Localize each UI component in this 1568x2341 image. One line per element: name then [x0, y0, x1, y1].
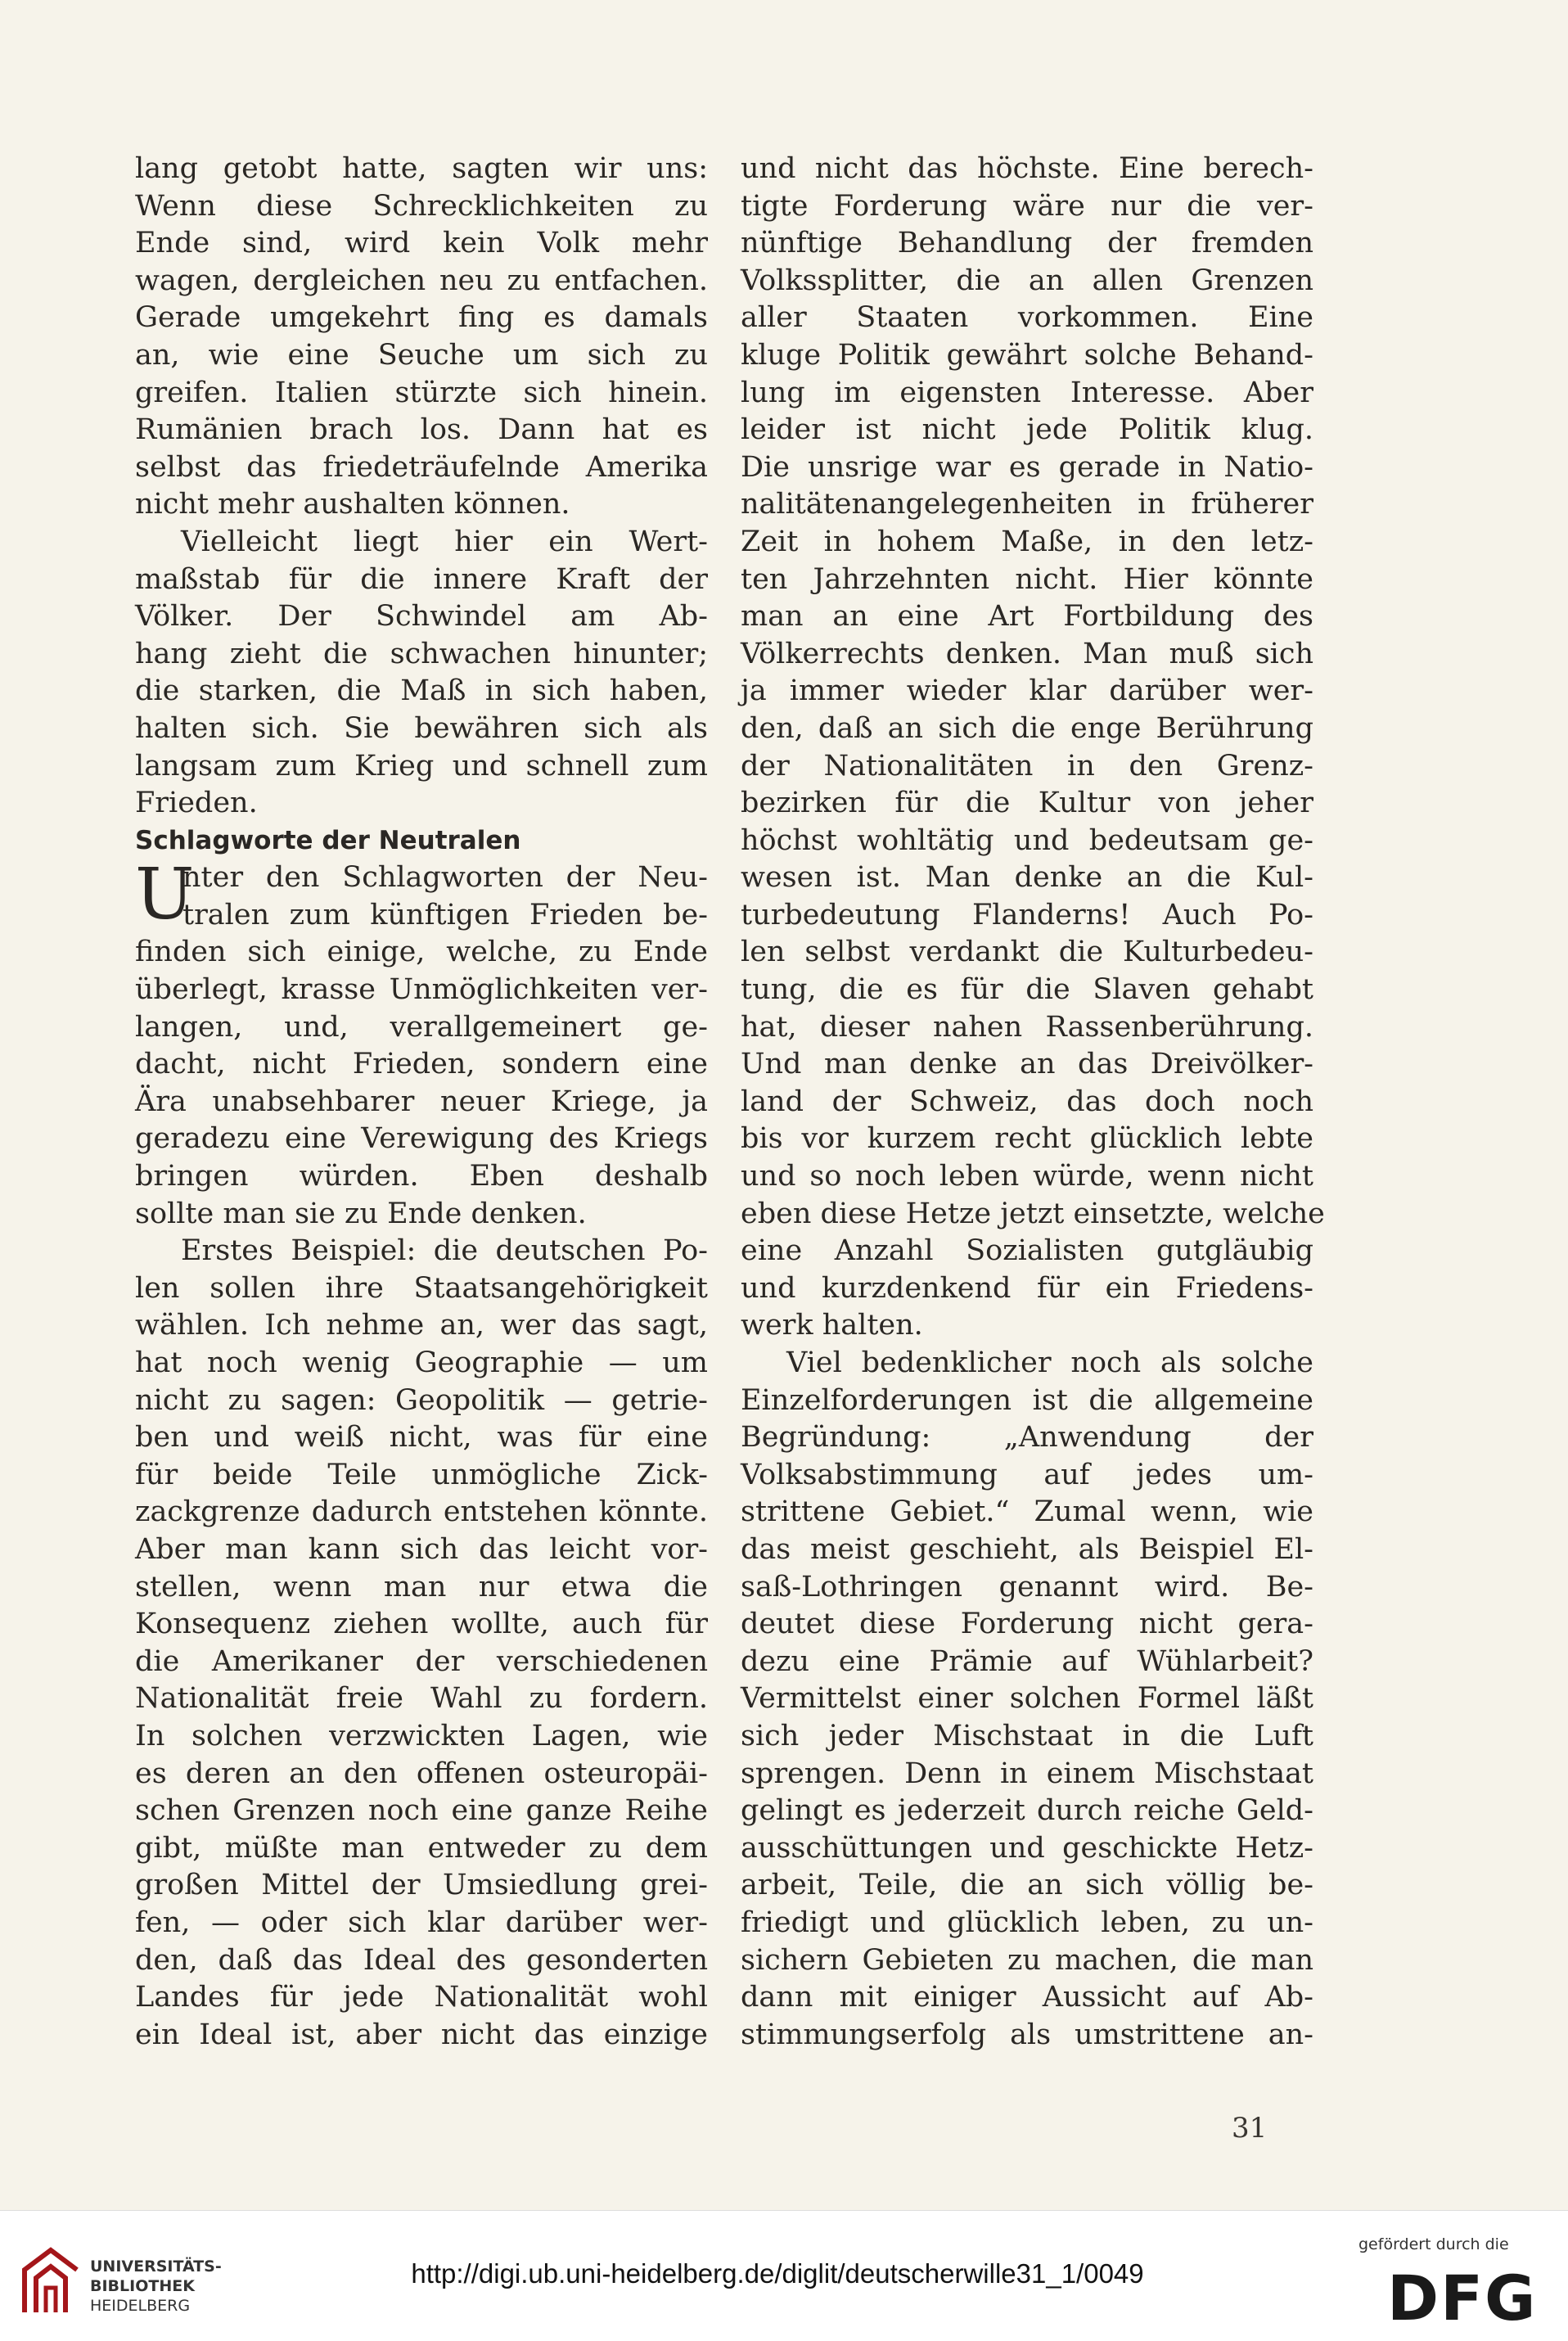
text-line: Nationalität freie Wahl zu fordern.: [135, 1682, 708, 1716]
left-text-column: [135, 151, 708, 2054]
text-line: Gerade umgekehrt fing es damals: [135, 301, 708, 335]
text-line: eben diese Hetze jetzt einsetzte, welche: [741, 1197, 1325, 1230]
text-line: aller Staaten vorkommen. Eine: [741, 301, 1313, 335]
text-line: stimmungserfolg als umstrittene an-: [741, 2018, 1313, 2051]
text-line: In solchen verzwickten Lagen, wie: [135, 1719, 708, 1752]
text-line: es deren an den offenen osteuropäi-: [135, 1757, 708, 1790]
text-line: das meist geschieht, als Beispiel El-: [741, 1532, 1313, 1566]
text-line: sichern Gebieten zu machen, die man: [741, 1943, 1313, 1977]
text-line: nicht zu sagen: Geopolitik — getrie-: [135, 1383, 708, 1417]
text-line: lung im eigensten Interesse. Aber: [741, 376, 1313, 409]
text-line: fen, — oder sich klar darüber wer-: [135, 1906, 708, 1939]
right-text-column: [741, 151, 1325, 2054]
text-line: len selbst verdankt die Kulturbedeu-: [741, 936, 1313, 969]
text-line: werk halten.: [741, 1309, 923, 1342]
text-line: sollte man sie zu Ende denken.: [135, 1197, 587, 1230]
text-line: ja immer wieder klar darüber wer-: [741, 674, 1313, 708]
text-line: Vermittelst einer solchen Formel läßt: [741, 1682, 1313, 1716]
text-line: Zeit in hohem Maße, in den letz-: [741, 525, 1313, 558]
text-line: und so noch leben würde, wenn nicht: [741, 1160, 1313, 1193]
text-line: hat noch wenig Geographie — um: [135, 1346, 708, 1379]
text-line: für beide Teile unmögliche Zick-: [135, 1458, 708, 1491]
text-line: dezu eine Prämie auf Wühlarbeit?: [741, 1644, 1313, 1678]
text-line: Einzelforderungen ist die allgemeine: [741, 1383, 1313, 1417]
text-line: die Amerikaner der verschiedenen: [135, 1644, 708, 1678]
text-line: wagen, dergleichen neu zu entfachen.: [135, 264, 708, 297]
text-line: den, daß das Ideal des gesonderten: [135, 1943, 708, 1977]
university-logo-icon[interactable]: [18, 2245, 83, 2319]
text-line: Rumänien brach los. Dann hat es: [135, 413, 708, 447]
text-line: bringen würden. Eben deshalb: [135, 1160, 708, 1193]
text-line: Wenn diese Schrecklichkeiten zu: [135, 189, 708, 223]
text-line: tralen zum künftigen Frieden be-: [182, 898, 708, 931]
text-line: Vielleicht liegt hier ein Wert-: [181, 525, 708, 558]
text-line: Begründung: „Anwendung der: [741, 1421, 1313, 1455]
text-line: gibt, müßte man entweder zu dem: [135, 1831, 708, 1865]
university-name-line: HEIDELBERG: [90, 2297, 191, 2315]
text-line: len sollen ihre Staatsangehörigkeit: [135, 1271, 708, 1305]
text-line: selbst das friedeträufelnde Amerika: [135, 450, 708, 484]
text-line: dacht, nicht Frieden, sondern eine: [135, 1048, 708, 1081]
permalink-url[interactable]: http://digi.ub.uni-heidelberg.de/diglit/deutscherwille31_1/0049: [411, 2258, 1144, 2289]
text-line: Aber man kann sich das leicht vor-: [135, 1532, 708, 1566]
text-line: ten Jahrzehnten nicht. Hier könnte: [741, 562, 1313, 596]
text-line: leider ist nicht jede Politik klug.: [741, 413, 1313, 447]
text-line: arbeit, Teile, die an sich völlig be-: [741, 1869, 1313, 1902]
text-line: ein Ideal ist, aber nicht das einzige: [135, 2018, 708, 2051]
text-line: Die unsrige war es gerade in Natio-: [741, 450, 1313, 484]
text-line: geradezu eine Verewigung des Kriegs: [135, 1122, 708, 1156]
university-name-line: BIBLIOTHEK: [90, 2277, 195, 2295]
text-line: Ende sind, wird kein Volk mehr: [135, 227, 708, 260]
text-line: stellen, wenn man nur etwa die: [135, 1570, 708, 1604]
text-line: und nicht das höchste. Eine berech-: [741, 152, 1313, 185]
text-line: den, daß an sich die enge Berührung: [741, 711, 1313, 745]
text-line: langen, und, verallgemeinert ge-: [135, 1010, 708, 1044]
text-line: nter den Schlagworten der Neu-: [182, 861, 708, 895]
text-line: sprengen. Denn in einem Mischstaat: [741, 1757, 1313, 1790]
sponsor-label: gefördert durch die: [1358, 2235, 1509, 2253]
text-line: Und man denke an das Dreivölker-: [741, 1048, 1313, 1081]
section-heading: Schlagworte der Neutralen: [135, 825, 521, 855]
text-line: maßstab für die innere Kraft der: [135, 562, 708, 596]
text-line: Völkerrechts denken. Man muß sich: [741, 637, 1313, 670]
drop-cap: U: [135, 854, 195, 936]
text-line: friedigt und glücklich leben, zu un-: [741, 1906, 1313, 1939]
text-line: großen Mittel der Umsiedlung grei-: [135, 1869, 708, 1902]
viewer-footer: [0, 2210, 1568, 2341]
text-line: Volksabstimmung auf jedes um-: [741, 1458, 1313, 1491]
text-line: bezirken für die Kultur von jeher: [741, 787, 1313, 820]
text-line: strittene Gebiet.“ Zumal wenn, wie: [741, 1495, 1313, 1529]
text-line: land der Schweiz, das doch noch: [741, 1085, 1313, 1118]
text-line: und kurzdenkend für ein Friedens-: [741, 1271, 1313, 1305]
text-line: lang getobt hatte, sagten wir uns:: [135, 152, 708, 185]
text-line: man an eine Art Fortbildung des: [741, 600, 1313, 634]
text-line: gelingt es jederzeit durch reiche Geld-: [741, 1794, 1313, 1828]
text-line: hang zieht die schwachen hinunter;: [135, 637, 708, 670]
text-line: Landes für jede Nationalität wohl: [135, 1981, 708, 2014]
text-line: nicht mehr aushalten können.: [135, 488, 570, 521]
text-line: der Nationalitäten in den Grenz-: [741, 749, 1313, 783]
text-line: nünftige Behandlung der fremden: [741, 227, 1313, 260]
text-line: ausschüttungen und geschickte Hetz-: [741, 1831, 1313, 1865]
text-line: Frieden.: [135, 787, 258, 820]
text-line: halten sich. Sie bewähren sich als: [135, 711, 708, 745]
text-line: an, wie eine Seuche um sich zu: [135, 338, 708, 372]
text-line: ben und weiß nicht, was für eine: [135, 1421, 708, 1455]
text-line: Volkssplitter, die an allen Grenzen: [741, 264, 1313, 297]
text-line: kluge Politik gewährt solche Behand-: [741, 338, 1313, 372]
text-line: finden sich einige, welche, zu Ende: [135, 936, 708, 969]
text-line: wählen. Ich nehme an, wer das sagt,: [135, 1309, 708, 1342]
text-line: zackgrenze dadurch entstehen könnte.: [135, 1495, 708, 1529]
text-line: tung, die es für die Slaven gehabt: [741, 973, 1313, 1007]
text-line: bis vor kurzem recht glücklich lebte: [741, 1122, 1313, 1156]
text-line: greifen. Italien stürzte sich hinein.: [135, 376, 708, 409]
dfg-logo[interactable]: DFG: [1387, 2262, 1538, 2334]
text-line: eine Anzahl Sozialisten gutgläubig: [741, 1234, 1313, 1268]
text-line: turbedeutung Flanderns! Auch Po-: [741, 898, 1313, 931]
text-line: überlegt, krasse Unmöglichkeiten ver-: [135, 973, 708, 1007]
text-line: höchst wohltätig und bedeutsam ge-: [741, 823, 1313, 857]
text-line: dann mit einiger Aussicht auf Ab-: [741, 1981, 1313, 2014]
text-line: saß-Lothringen genannt wird. Be-: [741, 1570, 1313, 1604]
text-line: langsam zum Krieg und schnell zum: [135, 749, 708, 783]
text-line: Ära unabsehbarer neuer Kriege, ja: [135, 1085, 708, 1118]
text-line: Viel bedenklicher noch als solche: [786, 1346, 1313, 1379]
text-line: schen Grenzen noch eine ganze Reihe: [135, 1794, 708, 1828]
page-number: 31: [1232, 2112, 1268, 2145]
text-line: tigte Forderung wäre nur die ver-: [741, 189, 1313, 223]
university-name: [90, 2257, 222, 2316]
text-line: hat, dieser nahen Rassenberührung.: [741, 1010, 1313, 1044]
text-line: sich jeder Mischstaat in die Luft: [741, 1719, 1313, 1752]
text-line: die starken, die Maß in sich haben,: [135, 674, 708, 708]
text-line: deutet diese Forderung nicht gera-: [741, 1608, 1313, 1641]
text-line: nalitätenangelegenheiten in früherer: [741, 488, 1313, 521]
text-line: wesen ist. Man denke an die Kul-: [741, 861, 1313, 895]
university-name-line: UNIVERSITÄTS-: [90, 2258, 222, 2276]
text-line: Erstes Beispiel: die deutschen Po-: [181, 1234, 708, 1268]
text-line: Konsequenz ziehen wollte, auch für: [135, 1608, 708, 1641]
text-line: Völker. Der Schwindel am Ab-: [135, 600, 708, 634]
